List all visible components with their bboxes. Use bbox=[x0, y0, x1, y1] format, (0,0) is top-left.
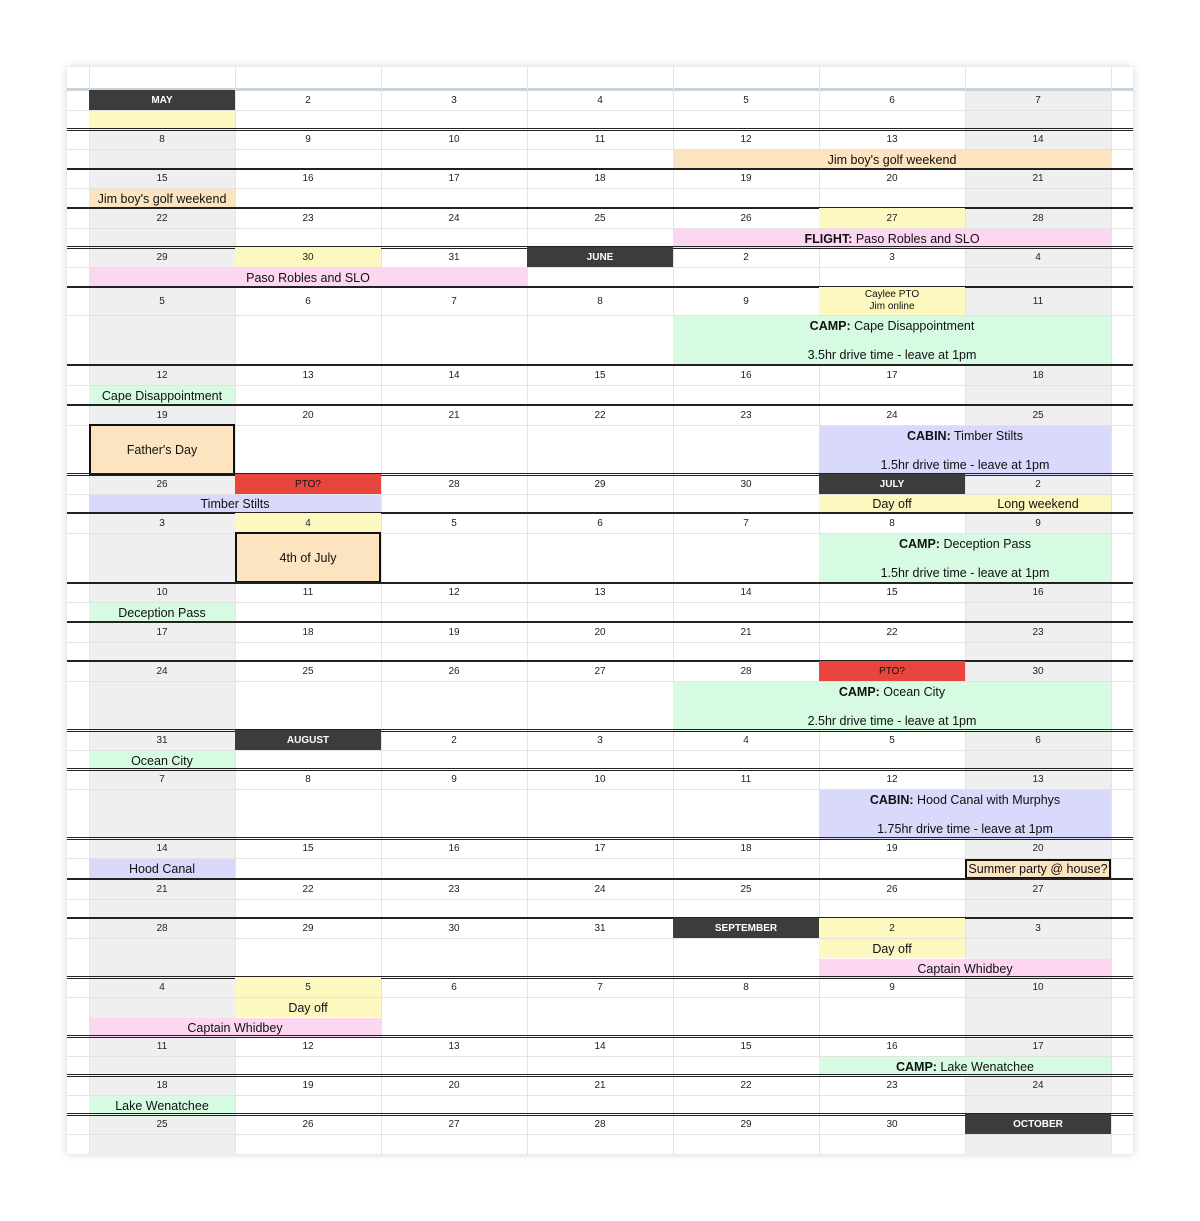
date-cell[interactable]: 10 bbox=[156, 587, 168, 598]
date-cell[interactable]: 9 bbox=[889, 981, 895, 993]
trip-event[interactable] bbox=[819, 426, 1111, 475]
date-cell[interactable]: 26 bbox=[886, 883, 898, 895]
date-cell[interactable]: 4 bbox=[235, 513, 381, 533]
event-text: Captain Whidbey bbox=[187, 1020, 283, 1035]
date-cell[interactable]: 4 bbox=[597, 94, 603, 106]
date-cell[interactable]: 25 bbox=[302, 665, 314, 677]
date-cell[interactable]: 19 bbox=[448, 626, 460, 638]
event-text: Timber Stilts bbox=[950, 429, 1023, 443]
calendar-event[interactable] bbox=[673, 150, 1111, 169]
date-cell[interactable]: 16 bbox=[740, 369, 752, 381]
event-text: Cape Disappointment bbox=[101, 388, 223, 403]
date-cell[interactable]: 2 bbox=[305, 94, 311, 106]
event-text: Ocean City bbox=[879, 685, 946, 699]
event-type: CAMP: bbox=[809, 319, 851, 333]
date-cell[interactable]: 7 bbox=[1035, 94, 1041, 106]
trip-event[interactable] bbox=[673, 316, 1111, 365]
event-text: Paso Robles and SLO bbox=[852, 231, 980, 246]
event-title bbox=[129, 862, 195, 876]
date-cell[interactable]: 6 bbox=[597, 517, 603, 529]
date-cell[interactable]: 3 bbox=[597, 734, 603, 746]
date-cell[interactable]: 12 bbox=[886, 773, 898, 785]
event-type: CABIN: bbox=[869, 793, 914, 807]
pto-note-line-1: Caylee PTO bbox=[864, 289, 920, 300]
date-cell[interactable]: 24 bbox=[886, 409, 898, 421]
calendar-event[interactable] bbox=[235, 532, 381, 583]
date-cell[interactable]: 18 bbox=[594, 173, 606, 184]
date-cell[interactable]: 28 bbox=[448, 478, 460, 490]
date-cell[interactable]: 25 bbox=[156, 1118, 168, 1130]
date-cell[interactable]: 16 bbox=[1032, 587, 1044, 598]
date-cell[interactable]: 17 bbox=[448, 173, 460, 184]
date-cell[interactable]: 20 bbox=[1032, 842, 1044, 854]
calendar-event[interactable] bbox=[89, 424, 235, 475]
date-cell[interactable]: 15 bbox=[594, 369, 606, 381]
date-cell[interactable]: 8 bbox=[597, 295, 603, 307]
event-drive-note: 3.5hr drive time - leave at 1pm bbox=[807, 348, 977, 362]
date-cell[interactable]: 18 bbox=[1032, 369, 1044, 381]
event-drive-note: 1.5hr drive time - leave at 1pm bbox=[880, 566, 1050, 580]
date-cell[interactable]: 22 bbox=[302, 883, 314, 895]
date-cell[interactable]: 5 bbox=[159, 295, 165, 307]
date-cell[interactable]: 17 bbox=[156, 626, 168, 638]
date-cell[interactable]: 22 bbox=[886, 626, 898, 638]
date-cell[interactable]: 26 bbox=[740, 212, 752, 224]
event-text: Lake Wenatchee bbox=[936, 1059, 1035, 1074]
date-cell[interactable]: 30 bbox=[448, 922, 460, 934]
date-cell[interactable]: 30 bbox=[886, 1118, 898, 1130]
event-text: 4th of July bbox=[279, 550, 337, 565]
event-type: FLIGHT: bbox=[804, 231, 853, 246]
calendar-event[interactable] bbox=[965, 495, 1111, 513]
date-cell[interactable]: 20 bbox=[594, 626, 606, 638]
month-label[interactable]: JUNE bbox=[527, 247, 673, 267]
date-cell[interactable]: 25 bbox=[1032, 409, 1044, 421]
event-title bbox=[819, 793, 1111, 807]
date-cell[interactable]: 9 bbox=[305, 133, 311, 145]
grid-row-line bbox=[67, 1134, 1133, 1135]
trip-event[interactable] bbox=[819, 534, 1111, 583]
event-title bbox=[246, 271, 370, 285]
event-text: Deception Pass bbox=[118, 605, 206, 620]
date-cell[interactable]: 13 bbox=[886, 133, 898, 145]
date-cell[interactable]: 15 bbox=[302, 842, 314, 854]
month-label[interactable]: JULY bbox=[819, 474, 965, 494]
date-cell[interactable]: 3 bbox=[451, 94, 457, 106]
date-cell[interactable]: 14 bbox=[448, 369, 460, 381]
event-type: CAMP: bbox=[899, 537, 940, 551]
date-cell[interactable]: 2 bbox=[1035, 478, 1041, 490]
pto-marker[interactable]: PTO? bbox=[819, 661, 965, 681]
date-cell[interactable]: 19 bbox=[740, 173, 752, 184]
date-cell[interactable]: 30 bbox=[1032, 665, 1044, 677]
event-type: CAMP: bbox=[838, 685, 880, 699]
date-cell[interactable]: 3 bbox=[159, 517, 165, 529]
date-cell[interactable]: 6 bbox=[889, 94, 895, 106]
date-cell[interactable]: 23 bbox=[302, 212, 314, 224]
date-cell[interactable]: 19 bbox=[302, 1079, 314, 1091]
event-text: Captain Whidbey bbox=[917, 961, 1013, 976]
month-label[interactable]: SEPTEMBER bbox=[673, 918, 819, 938]
date-cell[interactable]: 17 bbox=[1032, 1040, 1044, 1052]
calendar-event[interactable] bbox=[235, 998, 381, 1017]
date-cell[interactable]: 23 bbox=[448, 883, 460, 895]
event-text: Day off bbox=[872, 497, 912, 511]
date-cell[interactable]: 8 bbox=[889, 517, 895, 529]
event-text: Father's Day bbox=[126, 442, 198, 457]
date-cell[interactable]: 6 bbox=[1035, 734, 1041, 746]
event-text: Cape Disappointment bbox=[850, 319, 975, 333]
day-header-sun bbox=[89, 67, 235, 88]
date-cell[interactable]: 19 bbox=[156, 409, 168, 421]
event-title bbox=[819, 429, 1111, 443]
date-cell[interactable]: 23 bbox=[740, 409, 752, 421]
date-cell[interactable]: 12 bbox=[156, 369, 168, 381]
event-title bbox=[872, 497, 911, 511]
date-cell[interactable]: 15 bbox=[156, 173, 168, 184]
date-cell[interactable]: 8 bbox=[743, 981, 749, 993]
date-cell[interactable]: 2 bbox=[743, 251, 749, 263]
date-cell[interactable]: 16 bbox=[886, 1040, 898, 1052]
date-cell[interactable]: 9 bbox=[743, 295, 749, 307]
date-cell[interactable]: 5 bbox=[235, 977, 381, 997]
date-cell[interactable]: 14 bbox=[156, 842, 168, 854]
date-cell[interactable]: 8 bbox=[159, 133, 165, 145]
event-title bbox=[896, 1060, 1034, 1074]
date-cell[interactable]: 21 bbox=[594, 1079, 606, 1091]
date-cell[interactable]: 21 bbox=[448, 409, 460, 421]
date-cell[interactable]: 7 bbox=[597, 981, 603, 993]
date-cell[interactable]: 5 bbox=[743, 94, 749, 106]
date-cell[interactable]: 29 bbox=[740, 1118, 752, 1130]
date-cell[interactable]: 11 bbox=[594, 133, 606, 145]
date-cell[interactable]: 24 bbox=[1032, 1079, 1044, 1091]
grid-row-line bbox=[67, 642, 1133, 643]
date-cell[interactable]: 29 bbox=[156, 251, 168, 263]
date-cell[interactable]: 8 bbox=[305, 773, 311, 785]
date-cell[interactable]: 26 bbox=[448, 665, 460, 677]
calendar-event[interactable] bbox=[819, 939, 965, 958]
date-cell[interactable]: 22 bbox=[740, 1079, 752, 1091]
date-cell[interactable]: 21 bbox=[156, 883, 168, 895]
grid-row-line bbox=[67, 899, 1133, 900]
date-cell[interactable]: 20 bbox=[302, 409, 314, 421]
date-cell[interactable]: 3 bbox=[889, 251, 895, 263]
date-cell[interactable]: 27 bbox=[819, 208, 965, 228]
date-cell[interactable]: 30 bbox=[740, 478, 752, 490]
date-cell[interactable]: 9 bbox=[451, 773, 457, 785]
date-cell[interactable]: 7 bbox=[451, 295, 457, 307]
date-cell[interactable]: 23 bbox=[1032, 626, 1044, 638]
date-cell[interactable]: 3 bbox=[1035, 922, 1041, 934]
calendar-event[interactable] bbox=[819, 495, 965, 513]
event-drive-note: 2.5hr drive time - leave at 1pm bbox=[807, 714, 977, 728]
event-text: Paso Robles and SLO bbox=[246, 270, 370, 285]
event-title bbox=[997, 497, 1078, 511]
date-cell[interactable]: 28 bbox=[740, 665, 752, 677]
event-title bbox=[917, 962, 1012, 976]
event-text: Timber Stilts bbox=[200, 497, 270, 511]
event-title bbox=[115, 1099, 209, 1113]
date-cell[interactable]: 30 bbox=[235, 247, 381, 267]
event-title bbox=[102, 389, 222, 403]
date-cell[interactable]: 4 bbox=[743, 734, 749, 746]
calendar-event[interactable] bbox=[89, 189, 235, 208]
date-cell[interactable]: 31 bbox=[594, 922, 606, 934]
date-cell[interactable]: 13 bbox=[302, 369, 314, 381]
date-cell[interactable]: 18 bbox=[156, 1079, 168, 1091]
date-cell[interactable]: 24 bbox=[594, 883, 606, 895]
event-text: Jim boy's golf weekend bbox=[827, 152, 957, 167]
date-cell[interactable]: 24 bbox=[448, 212, 460, 224]
date-cell[interactable]: 29 bbox=[594, 478, 606, 490]
event-title bbox=[280, 551, 337, 565]
date-cell[interactable]: 14 bbox=[594, 1040, 606, 1052]
event-title bbox=[127, 443, 197, 457]
event-title bbox=[288, 1001, 327, 1015]
date-cell[interactable]: 14 bbox=[740, 587, 752, 598]
event-text: Deception Pass bbox=[939, 537, 1031, 551]
date-cell[interactable]: 13 bbox=[594, 587, 606, 598]
event-drive-note: 1.5hr drive time - leave at 1pm bbox=[880, 458, 1050, 472]
month-label[interactable]: MAY bbox=[89, 90, 235, 110]
event-title bbox=[968, 862, 1107, 876]
date-cell[interactable]: 17 bbox=[886, 369, 898, 381]
event-text: Jim boy's golf weekend bbox=[97, 191, 227, 206]
date-cell[interactable]: 25 bbox=[740, 883, 752, 895]
date-cell[interactable]: 2 bbox=[451, 734, 457, 746]
event-title bbox=[872, 942, 911, 956]
date-cell[interactable]: 21 bbox=[740, 626, 752, 638]
date-cell[interactable]: 17 bbox=[594, 842, 606, 854]
date-cell[interactable]: 22 bbox=[156, 212, 168, 224]
date-cell[interactable]: 26 bbox=[156, 478, 168, 490]
date-cell[interactable]: 27 bbox=[1032, 883, 1044, 895]
date-cell[interactable]: 11 bbox=[1032, 295, 1044, 307]
calendar-sheet bbox=[67, 67, 1133, 1154]
date-cell[interactable]: 31 bbox=[448, 251, 460, 263]
event-title bbox=[673, 685, 1111, 699]
date-cell[interactable]: 10 bbox=[448, 133, 460, 145]
day-header-thu bbox=[673, 67, 819, 88]
grid-row-line bbox=[67, 938, 1133, 939]
date-cell[interactable]: 24 bbox=[156, 665, 168, 677]
date-cell[interactable]: 4 bbox=[159, 981, 165, 993]
day-header-mon bbox=[235, 67, 381, 88]
date-cell[interactable]: 6 bbox=[305, 295, 311, 307]
date-cell[interactable]: 20 bbox=[448, 1079, 460, 1091]
date-cell[interactable]: 12 bbox=[448, 587, 460, 598]
event-type: CABIN: bbox=[907, 429, 951, 443]
event-text: Ocean City bbox=[131, 753, 193, 768]
date-cell[interactable]: 15 bbox=[740, 1040, 752, 1052]
event-title bbox=[118, 606, 206, 620]
trip-event[interactable] bbox=[673, 682, 1111, 731]
date-cell[interactable]: 10 bbox=[1032, 981, 1044, 993]
date-cell[interactable]: 9 bbox=[1035, 517, 1041, 529]
pto-note bbox=[819, 287, 965, 315]
date-cell[interactable]: 6 bbox=[451, 981, 457, 993]
date-cell[interactable]: 20 bbox=[886, 173, 898, 184]
grid-row-line bbox=[67, 997, 1133, 998]
calendar-event[interactable] bbox=[89, 859, 235, 879]
event-text: Hood Canal with Murphys bbox=[913, 793, 1061, 807]
event-text: Lake Wenatchee bbox=[115, 1098, 209, 1113]
date-cell[interactable]: 27 bbox=[594, 665, 606, 677]
calendar-event[interactable] bbox=[89, 386, 235, 405]
date-cell[interactable]: 13 bbox=[448, 1040, 460, 1052]
event-text: Summer party @ house? bbox=[968, 862, 1108, 876]
pto-note-line-2: Jim online bbox=[869, 301, 915, 312]
date-cell[interactable]: 28 bbox=[156, 922, 168, 934]
event-title bbox=[804, 232, 979, 246]
grid-col-line bbox=[1111, 67, 1112, 1154]
date-cell[interactable]: 11 bbox=[156, 1040, 168, 1052]
day-header-tue bbox=[381, 67, 527, 88]
calendar-event[interactable] bbox=[89, 268, 527, 287]
date-cell[interactable]: 21 bbox=[1032, 173, 1044, 184]
date-cell[interactable]: 23 bbox=[886, 1079, 898, 1091]
date-cell[interactable]: 29 bbox=[302, 922, 314, 934]
date-cell[interactable]: 18 bbox=[740, 842, 752, 854]
event-title bbox=[98, 192, 227, 206]
event-text: Long weekend bbox=[997, 497, 1079, 511]
date-cell[interactable]: 5 bbox=[451, 517, 457, 529]
date-cell[interactable]: 27 bbox=[448, 1118, 460, 1130]
date-cell[interactable]: 14 bbox=[1032, 133, 1044, 145]
date-cell[interactable]: 25 bbox=[594, 212, 606, 224]
date-cell[interactable]: 22 bbox=[594, 409, 606, 421]
date-cell[interactable]: 28 bbox=[594, 1118, 606, 1130]
day-header-wed bbox=[527, 67, 673, 88]
date-cell[interactable]: 26 bbox=[302, 1118, 314, 1130]
date-cell[interactable]: 28 bbox=[1032, 212, 1044, 224]
event-title bbox=[673, 319, 1111, 333]
date-cell[interactable]: 11 bbox=[302, 587, 314, 598]
date-cell[interactable]: 16 bbox=[302, 173, 314, 184]
date-cell[interactable]: 12 bbox=[302, 1040, 314, 1052]
event-title bbox=[828, 153, 957, 167]
event-title bbox=[131, 754, 193, 768]
calendar-event[interactable] bbox=[89, 495, 381, 513]
date-cell[interactable]: 31 bbox=[156, 734, 168, 746]
date-cell[interactable]: 19 bbox=[886, 842, 898, 854]
date-cell[interactable]: 18 bbox=[302, 626, 314, 638]
event-type: CAMP: bbox=[895, 1059, 937, 1074]
date-cell[interactable]: 7 bbox=[743, 517, 749, 529]
date-cell[interactable]: 11 bbox=[740, 773, 752, 785]
date-cell[interactable]: 12 bbox=[740, 133, 752, 145]
event-drive-note: 1.75hr drive time - leave at 1pm bbox=[877, 822, 1053, 836]
event-title bbox=[201, 497, 270, 511]
day-header-sat bbox=[965, 67, 1111, 88]
event-title bbox=[187, 1021, 282, 1035]
date-cell[interactable]: 10 bbox=[594, 773, 606, 785]
month-label[interactable]: OCTOBER bbox=[965, 1114, 1111, 1134]
day-header-fri bbox=[819, 67, 965, 88]
pto-marker[interactable]: PTO? bbox=[235, 474, 381, 494]
date-cell[interactable]: 13 bbox=[1032, 773, 1044, 785]
date-cell[interactable]: 7 bbox=[159, 773, 165, 785]
calendar-event[interactable] bbox=[965, 859, 1111, 879]
event-text: Day off bbox=[872, 941, 912, 956]
trip-event[interactable] bbox=[819, 790, 1111, 839]
date-cell[interactable]: 5 bbox=[889, 734, 895, 746]
month-label[interactable]: AUGUST bbox=[235, 730, 381, 750]
date-cell[interactable]: 15 bbox=[886, 587, 898, 598]
event-text: Day off bbox=[288, 1000, 328, 1015]
date-cell[interactable]: 2 bbox=[819, 918, 965, 938]
calendar-event[interactable] bbox=[89, 603, 235, 622]
date-cell[interactable]: 16 bbox=[448, 842, 460, 854]
date-cell[interactable]: 4 bbox=[1035, 251, 1041, 263]
event-title bbox=[819, 537, 1111, 551]
event-text: Hood Canal bbox=[128, 862, 195, 876]
